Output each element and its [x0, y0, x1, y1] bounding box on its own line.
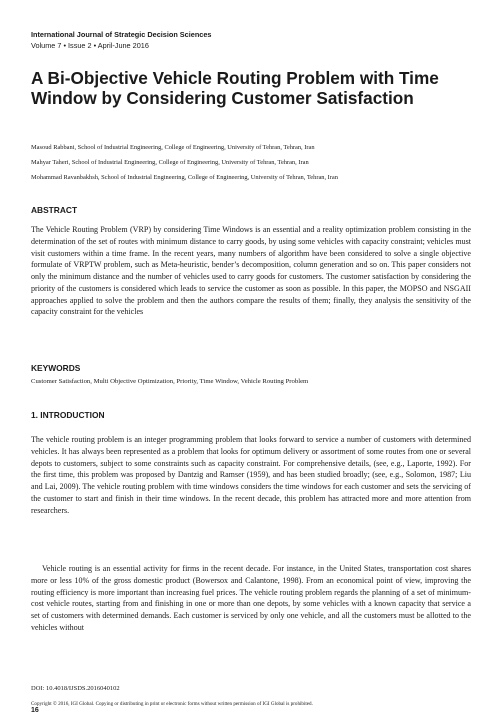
issue-info: Volume 7 • Issue 2 • April-June 2016	[31, 41, 149, 50]
doi: DOI: 10.4018/IJSDS.2016040102	[31, 685, 120, 692]
author-affiliation: Mohammad Ravanbakhsh, School of Industrial Engineering, College of Engineering, University of Tehran, Tehran, Iran	[31, 174, 338, 181]
introduction-heading: 1. INTRODUCTION	[31, 410, 105, 420]
author-list	[31, 140, 481, 185]
introduction-paragraph: The vehicle routing problem is an integer programming problem that looks forward to service a number of customers with determined vehicles. It has always been represented as a problem that looks for optimum delivery or assortment of some routes from one or several depots to customers, subject to some constraints such as capacity constraint. For comprehensive details, (see, e.g., Laporte, 1992). For the first time, this problem was proposed by Dantzig and Ramser (1959), and has been studied broadly; (see, e.g., Solomon, 1987; Liu and Lai, 2009). The vehicle routing problem with time windows considers the time windows for each customer and sets the servicing of the customer to start and finish in their time windows. In the recent decade, this problem has attracted more and more attention from researchers.	[31, 435, 471, 515]
keywords-text: Customer Satisfaction, Multi Objective Optimization, Priority, Time Window, Vehicle Routing Problem	[31, 378, 309, 385]
author-affiliation: Mahyar Taheri, School of Industrial Engineering, College of Engineering, University of Tehran, Tehran, Iran	[31, 159, 309, 166]
introduction-paragraph: Vehicle routing is an essential activity for firms in the recent decade. For instance, in the United States, transportation cost shares more or less 10% of the gross domestic product (Bowersox and Calantone, 1998). From an economical point of view, improving the routing efficiency is more important than increasing fuel prices. The vehicle routing problem regards the planning of a set of minimum-cost vehicle routes, starting from and finishing in one or more than one depots, by some vehicles with a known capacity that service a set of customers with determined demands. Each customer is serviced by only one vehicle, and all the customers must be allotted to the vehicles without	[31, 564, 471, 632]
article-title: A Bi-Objective Vehicle Routing Problem with Time Window by Considering Customer Satisfaction	[31, 68, 439, 108]
abstract-text: The Vehicle Routing Problem (VRP) by considering Time Windows is an essential and a reality optimization problem consisting in the determination of the set of routes with minimum distance to carry goods, by using some vehicles with capacity constraint; vehicles must visit customers within a time frame. In the recent years, many numbers of algorithm have been considered to solve a single objective formulate of VRPTW problem, such as Meta-heuristic, bender’s decomposition, column generation and so on. This paper considers not only the minimum distance and the number of vehicles used to carry goods for customers. The customer satisfaction by considering the priority of the customers is considered which leads to service the customer as soon as possible. In this paper, the MOPSO and NSGAII approaches applied to solve the problem and then the authors compare the results of them; finally, they analysis the sensitivity of the capacity constraint for the vehicles	[31, 225, 471, 317]
abstract-heading: ABSTRACT	[31, 205, 78, 215]
journal-name: International Journal of Strategic Decision Sciences	[31, 30, 212, 39]
keywords-heading: KEYWORDS	[31, 363, 81, 373]
page-number: 16	[31, 707, 39, 714]
author-affiliation: Masoud Rabbani, School of Industrial Engineering, College of Engineering, University of Tehran, Tehran, Iran	[31, 144, 315, 151]
copyright-notice: Copyright © 2016, IGI Global. Copying or distributing in print or electronic forms without written permission of IGI Global is prohibited.	[31, 701, 313, 707]
